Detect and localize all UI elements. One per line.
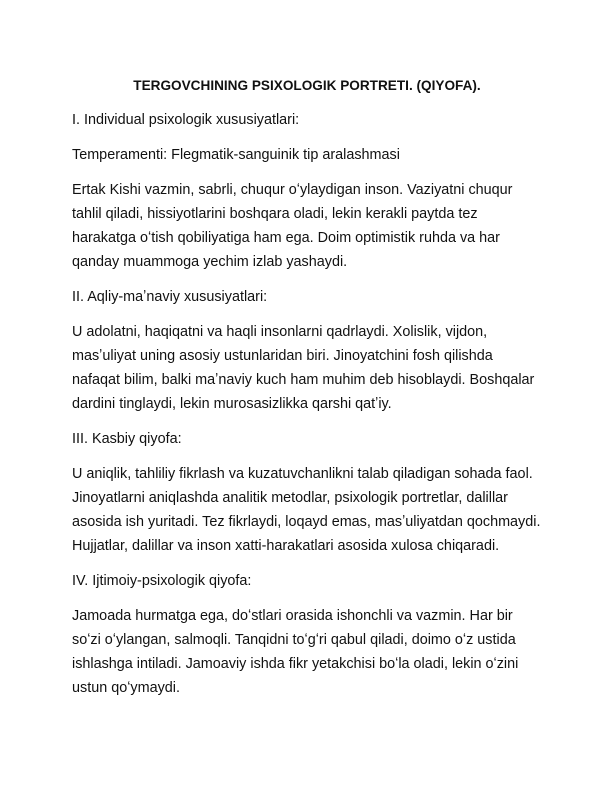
section-heading-individual: I. Individual psixologik xususiyatlari: <box>72 112 300 128</box>
temperament-line: Temperamenti: Flegmatik-sanguinik tip aralashmasi <box>72 147 400 163</box>
paragraph-professional: U aniqlik, tahliliy fikrlash va kuzatuvchanlikni talab qiladigan sohada faol. Jinoyatlarni aniqlashda analitik metodlar, psixologik portretlar, dalillar asosida ish yuritadi. Tez fikrlaydi, loqayd emas, masʼuliyatdan qochmaydi. Hujjatlar, dalillar va inson xatti-harakatlari asosida xulosa chiqaradi. <box>72 466 541 554</box>
paragraph-individual: Ertak Kishi vazmin, sabrli, chuqur oʻylaydigan inson. Vaziyatni chuqur tahlil qiladi, hissiyotlarini boshqara oladi, lekin kerakli paytda tez harakatga oʻtish qobiliyatiga ham ega. Doim optimistik ruhda va har qanday muammoga yechim izlab yashaydi. <box>72 182 513 270</box>
paragraph-social: Jamoada hurmatga ega, doʻstlari orasida ishonchli va vazmin. Har bir soʻzi oʻylangan, salmoqli. Tanqidni toʻgʻri qabul qiladi, doimo oʻz ustida ishlashga intiladi. Jamoaviy ishda fikr yetakchisi boʻla oladi, lekin oʻzini ustun qoʻymaydi. <box>72 608 519 696</box>
section-heading-intellectual: II. Aqliy-maʼnaviy xususiyatlari: <box>72 289 268 305</box>
document-title: TERGOVCHINING PSIXOLOGIK PORTRETI. (QIYOFA). <box>133 78 481 93</box>
document-page <box>72 64 542 711</box>
section-heading-professional: III. Kasbiy qiyofa: <box>72 431 182 447</box>
section-heading-social: IV. Ijtimoiy-psixologik qiyofa: <box>72 573 252 589</box>
paragraph-intellectual: U adolatni, haqiqatni va haqli insonlarni qadrlaydi. Xolislik, vijdon, masʼuliyat uning asosiy ustunlaridan biri. Jinoyatchini fosh qilishda nafaqat bilim, balki maʼnaviy kuch ham muhim deb hisoblaydi. Boshqalar dardini tinglaydi, lekin murosasizlikka qarshi qatʼiy. <box>72 324 535 412</box>
